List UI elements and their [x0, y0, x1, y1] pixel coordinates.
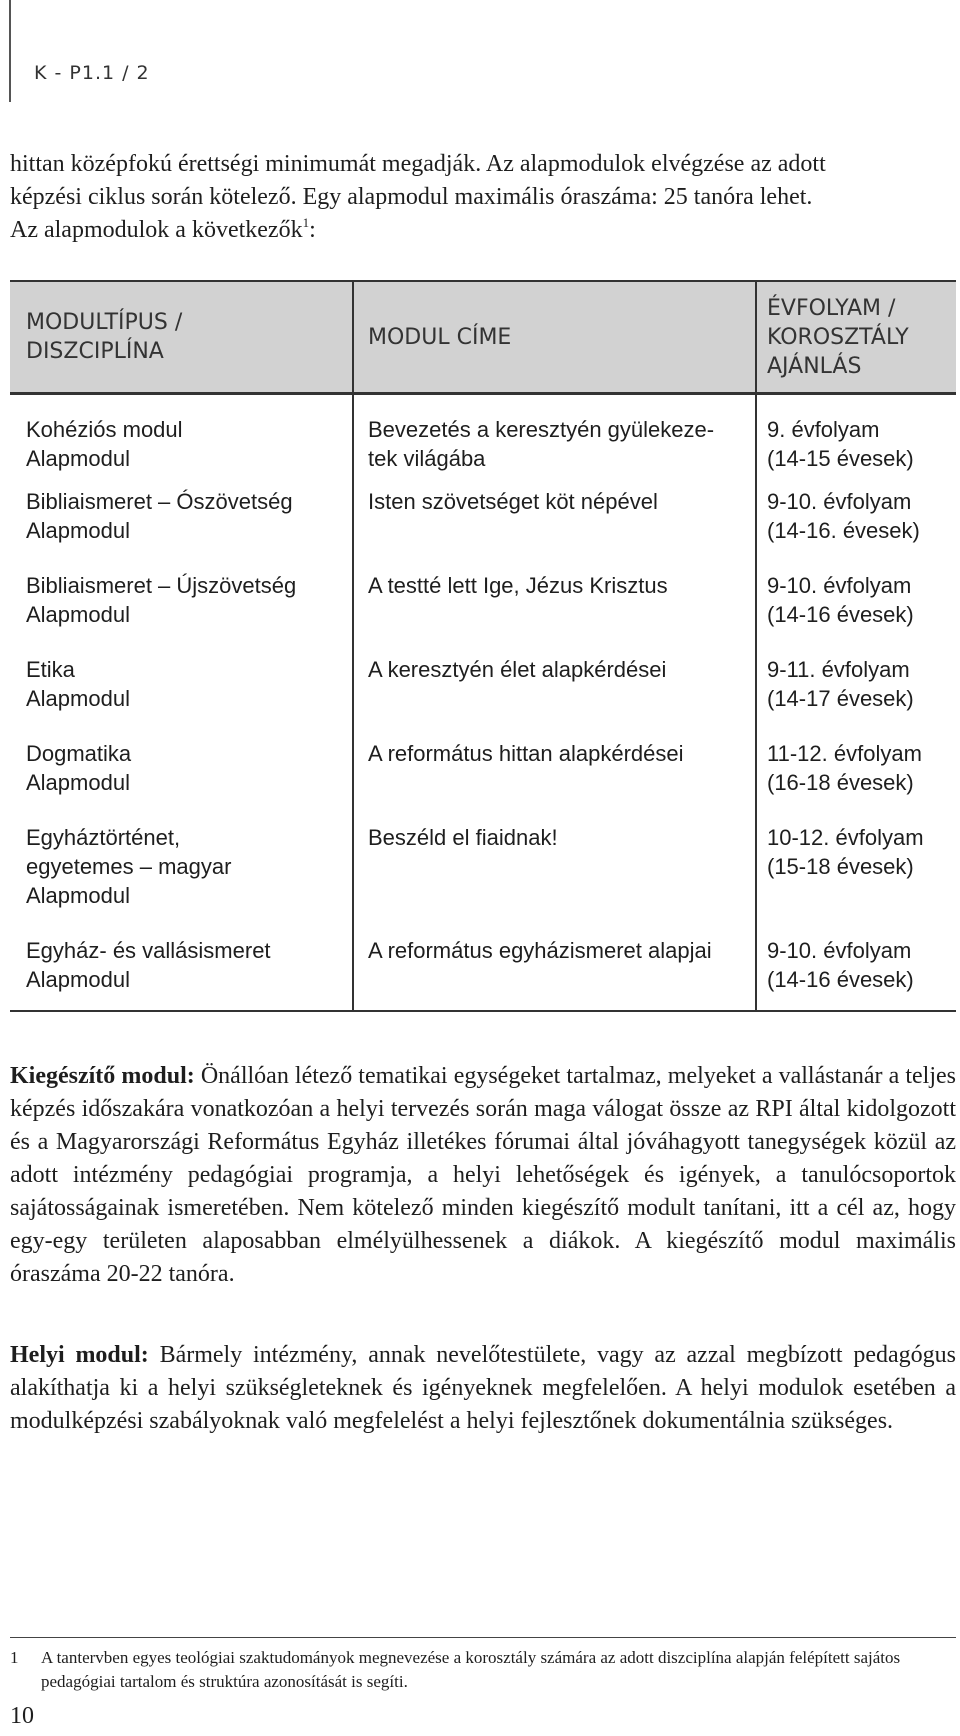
cell-line: A református egyházismeret alapjai — [368, 938, 712, 963]
cell-line: Egyháztörténet, — [26, 825, 181, 850]
cell-line: Bevezetés a keresztyén gyülekeze- — [368, 417, 715, 442]
header-rule — [9, 0, 11, 102]
module-type-cell — [10, 487, 353, 571]
module-title-cell — [353, 394, 756, 488]
cell-line: 10-12. évfolyam — [767, 825, 924, 850]
cell-line: Dogmatika — [26, 741, 132, 766]
cell-line: Alapmodul — [26, 518, 130, 543]
module-title-cell — [353, 936, 756, 1011]
cell-line: Alapmodul — [26, 686, 130, 711]
footnote — [10, 1646, 956, 1694]
cell-line: Bibliaismeret – Ószövetség — [26, 489, 293, 514]
module-type-cell — [10, 655, 353, 739]
header-line: AJÁNLÁS — [767, 353, 862, 379]
table-row — [10, 936, 956, 1011]
footnote-number: 1 — [10, 1648, 19, 1667]
cell-line: Etika — [26, 657, 75, 682]
cell-line: 9. évfolyam — [767, 417, 880, 442]
cell-line: (14-17 évesek) — [767, 686, 914, 711]
grade-cell — [756, 936, 956, 1011]
running-header: K - P1.1 / 2 — [34, 62, 150, 84]
cell-line: Alapmodul — [26, 770, 130, 795]
cell-line: 9-10. évfolyam — [767, 489, 912, 514]
cell-line: (14-16 évesek) — [767, 967, 914, 992]
module-title-cell — [353, 739, 756, 823]
header-line: MODULTÍPUS / — [26, 310, 183, 335]
kiegeszito-modul-paragraph — [10, 1060, 956, 1291]
cell-line: (14-16. évesek) — [767, 518, 920, 543]
intro-line-text: Az alapmodulok a következők — [10, 217, 303, 243]
cell-line: A testté lett Ige, Jézus Krisztus — [368, 573, 668, 598]
paragraph-text: Önállóan létező tematikai egységeket tartalmaz, melyeket a vallástanár a teljes képzés időszakára vonatkozóan a helyi tervezés során maga válogat össze az RPI által kidolgozott és a Magyarországi Református Egyház illetékes fórumai által jóváhagyott tanegységek közül az adott intézmény pedagógiai programja, a helyi lehetőségek és igények, a tanulócsoportok sajátosságainak ismeretében. Nem kötelező minden kiegészítő modult tanítani, itt a cél az, hogy egy-egy területen alaposabban elmélyülhessenek a diákok. A kiegészítő modul maximális óraszáma 20-22 tanóra. — [10, 1063, 957, 1287]
footnote-text: A tantervben egyes teológiai szaktudományok megnevezése a korosztály számára az adott diszciplína alapján felépített sajátos pedagógiai tartalom és struktúra azonosítását is segíti. — [41, 1648, 901, 1691]
intro-colon: : — [309, 217, 316, 243]
header-line: MODUL CÍME — [368, 324, 512, 350]
grade-cell — [756, 739, 956, 823]
cell-line: A református hittan alapkérdései — [368, 741, 684, 766]
module-title-cell — [353, 655, 756, 739]
cell-line: Beszéld el fiaidnak! — [368, 825, 558, 850]
paragraph-lead: Helyi modul: — [10, 1342, 149, 1368]
cell-line: 9-10. évfolyam — [767, 573, 912, 598]
cell-line: Alapmodul — [26, 883, 130, 908]
intro-line: képzési ciklus során kötelező. Egy alapmodul maximális óraszáma: 25 tanóra lehet. — [10, 184, 813, 210]
cell-line: Alapmodul — [26, 446, 130, 471]
table-row — [10, 739, 956, 823]
grade-cell — [756, 571, 956, 655]
page-number: 10 — [10, 1703, 34, 1729]
cell-line: 9-10. évfolyam — [767, 938, 912, 963]
cell-line: (14-16 évesek) — [767, 602, 914, 627]
cell-line: (14-15 évesek) — [767, 446, 914, 471]
table-header-row — [10, 281, 956, 394]
module-table — [10, 280, 956, 1012]
cell-line: 9-11. évfolyam — [767, 657, 910, 682]
cell-line: (15-18 évesek) — [767, 854, 914, 879]
grade-cell — [756, 823, 956, 936]
header-line: DISZCIPLÍNA — [26, 339, 164, 364]
table-row — [10, 571, 956, 655]
cell-line: (16-18 évesek) — [767, 770, 914, 795]
header-modul-cime — [353, 281, 756, 394]
module-title-cell — [353, 571, 756, 655]
module-type-cell — [10, 936, 353, 1011]
cell-line: tek világába — [368, 446, 486, 471]
header-modultipus — [10, 281, 353, 394]
intro-line: hittan középfokú érettségi minimumát megadják. Az alapmodulok elvégzése az adott — [10, 151, 826, 177]
header-evfolyam — [756, 281, 956, 394]
cell-line: egyetemes – magyar — [26, 854, 232, 879]
grade-cell — [756, 487, 956, 571]
paragraph-body — [10, 1339, 956, 1438]
footnote-divider — [10, 1637, 956, 1638]
table-row — [10, 394, 956, 488]
module-type-cell — [10, 394, 353, 488]
cell-line: Kohéziós modul — [26, 417, 183, 442]
paragraph-text: Bármely intézmény, annak nevelőtestülete, vagy az azzal megbízott pedagógus alakíthatja ki a helyi szükségleteknek és igényeknek megfelelően. A helyi modulok esetében a modulképzési szabályoknak való megfelelést a helyi fejlesztőnek dokumentálnia szükséges. — [10, 1342, 956, 1434]
cell-line: Bibliaismeret – Újszövetség — [26, 573, 297, 598]
cell-line: A keresztyén élet alapkérdései — [368, 657, 667, 682]
cell-line: 11-12. évfolyam — [767, 741, 922, 766]
table-row — [10, 823, 956, 936]
grade-cell — [756, 655, 956, 739]
header-line: ÉVFOLYAM / — [767, 295, 896, 321]
cell-line: Alapmodul — [26, 967, 130, 992]
module-title-cell — [353, 487, 756, 571]
helyi-modul-paragraph — [10, 1339, 956, 1438]
cell-line: Egyház- és vallásismeret — [26, 938, 271, 963]
module-type-cell — [10, 739, 353, 823]
intro-line — [10, 214, 956, 247]
cell-line: Alapmodul — [26, 602, 130, 627]
module-title-cell — [353, 823, 756, 936]
intro-paragraph — [10, 148, 956, 247]
footnote-ref[interactable]: 1 — [302, 215, 310, 230]
module-type-cell — [10, 571, 353, 655]
module-type-cell — [10, 823, 353, 936]
paragraph-lead: Kiegészítő modul: — [10, 1063, 195, 1089]
header-line: KOROSZTÁLY — [767, 324, 909, 350]
table-row — [10, 487, 956, 571]
paragraph-body — [10, 1060, 956, 1291]
table-row — [10, 655, 956, 739]
grade-cell — [756, 394, 956, 488]
cell-line: Isten szövetséget köt népével — [368, 489, 658, 514]
